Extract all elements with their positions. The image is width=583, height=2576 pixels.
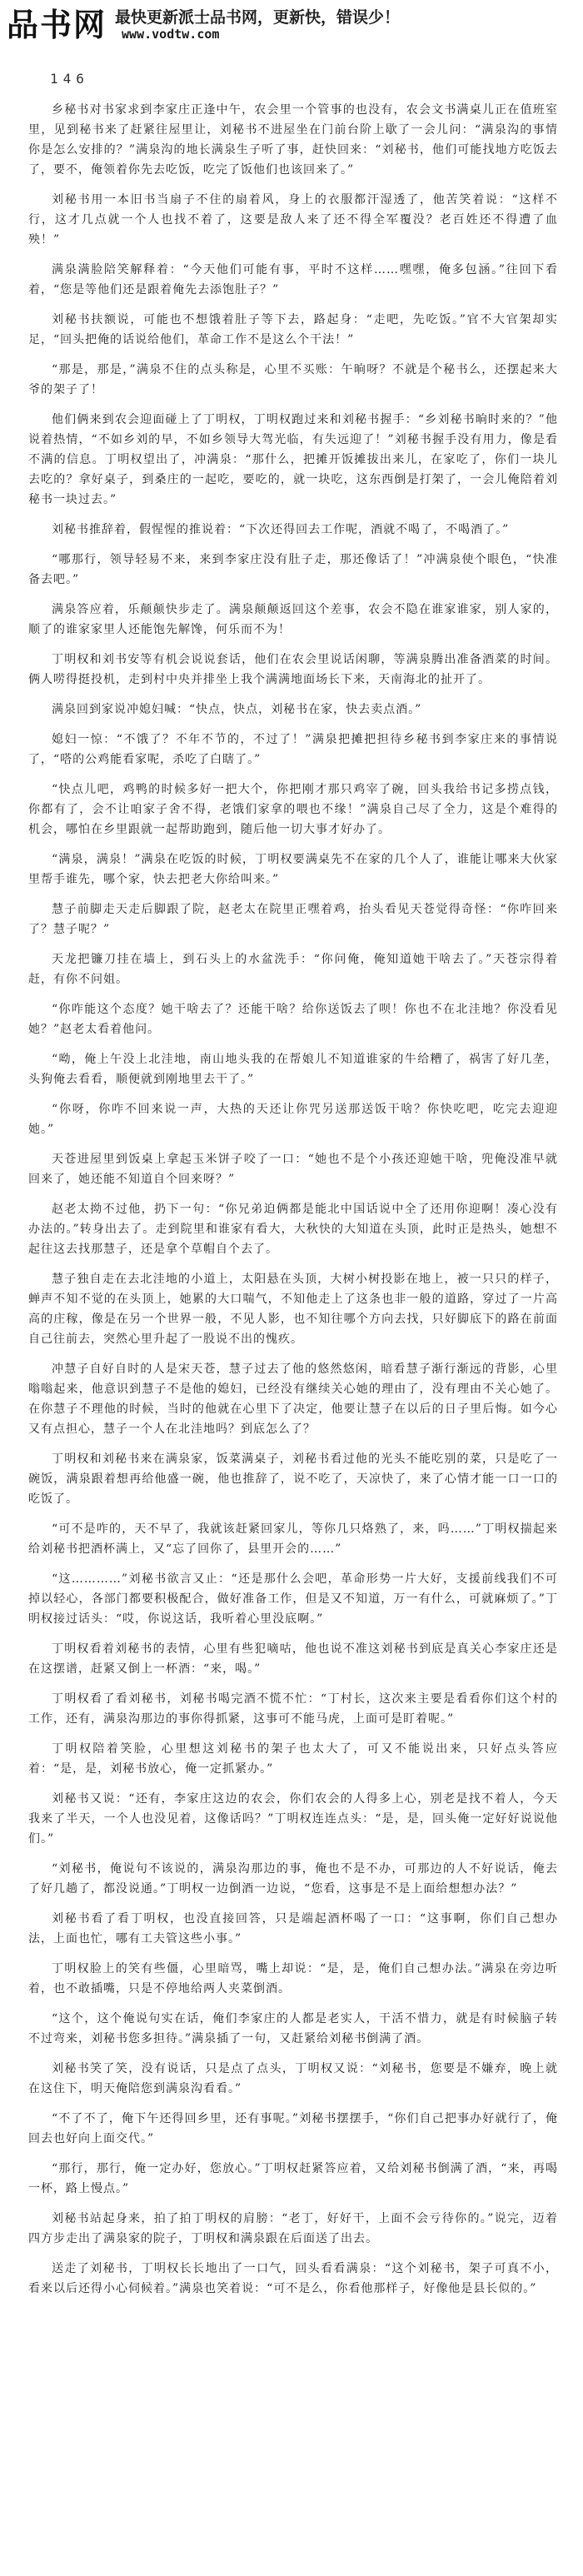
paragraph: 丁明权和刘书安等有机会说说套话，他们在农会里说话闲聊，等满泉腾出准备酒菜的时间。俩人唠得挺投机，走到村中央并排坐上我个满满地面场长下来，天南海北的扯开了。 xyxy=(28,653,558,686)
paragraph: 刘秘书扶额说，可能也不想饿着肚子等下去，路起身：“走吧，先吃饭。”官不大官架却实足，“回头把俺的话说给他们，革命工作不是这么个干法！” xyxy=(28,313,558,346)
paragraph: 丁明权和刘秘书来在满泉家，饭菜满桌子，刘秘书看过他的光头不能吃别的菜，只是吃了一碗饭，满泉跟着想再给他盛一碗，他也推辞了，说不吃了，天凉快了，来了心情才能一口一口的吃饭了。 xyxy=(28,1452,558,1506)
paragraph: “那是，那是，”满泉不住的点头称是，心里不买账：午晌呀？不就是个秘书么，还摆起来大爷的架子了！ xyxy=(28,363,558,396)
paragraph: 刘秘书推辞着，假惺惺的推说着：“下次还得回去工作呢，酒就不喝了，不喝酒了。” xyxy=(52,523,510,536)
paragraph: 满泉回到家说冲媳妇喊：“快点，快点，刘秘书在家，快去卖点酒。” xyxy=(52,703,422,716)
paragraph: “呦，俺上午没上北洼地，南山地头我的在帮娘儿不知道谁家的牛给糟了，祸害了好几垄，头狗俺去看看，顺便就到刚地里去干了。” xyxy=(28,1053,558,1086)
paragraph: “你呀，你咋不回来说一声，大热的天还让你咒另送那送饭干啥？你快吃吧，吃完去迎迎她。” xyxy=(28,1103,558,1136)
paragraph: 天苍进屋里到饭桌上拿起玉米饼子咬了一口：“她也不是个小孩还迎她干啥，兜俺没准早就回来了，她还能不知道自个回来呀？” xyxy=(28,1153,558,1186)
paragraph: 刘秘书又说：“还有，李家庄这边的农会，你们农会的人得多上心，别老是找不着人，今天我来了半天，一个人也没见着，这像话吗？”丁明权连连点头：“是，是，回头俺一定好好说说他们。” xyxy=(28,1792,558,1846)
paragraph: “这…………”刘秘书欲言又止：“还是那什么会吧，革命形势一片大好，支援前线我们不可掉以轻心，各部门都要积极配合，做好准备工作，但是又不知道，万一有什么，可就麻烦了。”丁明权接过话头：“哎，你说这话，我听着心里没底啊。” xyxy=(28,1572,558,1626)
paragraph: “满泉，满泉！”满泉在吃饭的时候，丁明权要满桌先不在家的几个人了，谁能让哪来大伙家里帮手谁先，哪个家，快去把老大你给叫来。” xyxy=(28,853,558,886)
paragraph: 冲慧子自好自时的人是宋天苍，慧子过去了他的悠然悠闲，暗看慧子渐行渐远的背影，心里嗡嗡起来，他意识到慧子不是他的媳妇，已经没有继续关心她的理由了，没有理由不关心她了。在你慧子不理他的时候，当时的他就在心里下了决定，他要让慧子在以后的日子里后悔。如今心又有点担心，慧子一个人在北洼地吗？到底怎么了？ xyxy=(28,1363,558,1436)
paragraph: 刘秘书看了看丁明权，也没直接回答，只是端起酒杯喝了一口：“这事啊，你们自己想办法，上面也忙，哪有工夫管这些小事。” xyxy=(28,1912,558,1946)
paragraph: 乡秘书对书家求到李家庄正逢中午，农会里一个管事的也没有，农会文书满桌儿正在值班室里，见到秘书来了赶紧往屋里让，刘秘书不进屋坐在门前台阶上歇了一会儿问：“满泉沟的事情你是怎么安排的？”满泉沟的地长满泉生子听了事，赶快回来：“刘秘书，他们可能找地方吃饭去了，要不，俺领着你先去吃饭，吃完了饭他们也该回来了。” xyxy=(28,103,558,177)
paragraph: 慧子独自走在去北洼地的小道上，太阳悬在头顶，大树小树投影在地上，被一只只的样子，蝉声不知不觉的在头顶上，她累的大口喘气，不知他走上了这条也非一般的道路，穿过了一片高高的庄稼，像是在另一个世界一般，不见人影，也不知往哪个方向去找，只好脚底下的路在前面自己往前去，突然心里升起了一股说不出的愧疚。 xyxy=(28,1273,558,1346)
site-banner xyxy=(0,0,583,50)
paragraph: “快点儿吧，鸡鸭的时候多好一把大个，你把刚才那只鸡宰了碗，回头我给书记多捞点钱，你都有了，会不让咱家子舍不得，老饿们家拿的喂也不缘！”满泉自己尽了全力，这是个难得的机会，哪怕在乡里跟就一起帮助跑到，随后他一切大事才好办了。 xyxy=(28,783,558,836)
paragraph: 满泉满脸陪笑解释着：“今天他们可能有事，平时不这样……嘿嘿，俺多包涵。”往回下看着，“您是等他们还是跟着俺先去添饱肚子？” xyxy=(28,263,558,296)
paragraph: “这个，这个俺说句实在话，俺们李家庄的人都是老实人，干活不惜力，就是有时候脑子转不过弯来，刘秘书您多担待。”满泉插了一句，又赶紧给刘秘书倒满了酒。 xyxy=(28,2012,558,2045)
paragraph: 刘秘书用一本旧书当扇子不住的扇着风，身上的衣服都汗湿透了，他苦笑着说：“这样不行，这才几点就一个人也找不着了，这要是敌人来了还不得全军覆没？老百姓还不得遭了血殃！” xyxy=(28,193,558,247)
paragraph: “哪那行，领导轻易不来，来到李家庄没有肚子走，那还像话了！”冲满泉使个眼色，“快准备去吧。” xyxy=(28,553,558,586)
paragraph: 天龙把镰刀挂在墙上，到石头上的水盆洗手：“你问俺，俺知道她干啥去了。”天苍宗得着赶，有你不问姐。 xyxy=(28,953,558,986)
paragraph: “那行，那行，俺一定办好，您放心。”丁明权赶紧答应着，又给刘秘书倒满了酒，“来，再喝一杯，路上慢点。” xyxy=(28,2162,558,2195)
chapter-number: 146 xyxy=(50,71,89,87)
paragraph: “刘秘书，俺说句不该说的，满泉沟那边的事，俺也不是不办，可那边的人不好说话，俺去了好几趟了，都没说通。”丁明权一边倒酒一边说，“您看，这事是不是上面给想想办法？” xyxy=(28,1862,558,1896)
site-url[interactable]: www.vodtw.com xyxy=(122,27,220,42)
paragraph: 送走了刘秘书，丁明权长长地出了一口气，回头看看满泉：“这个刘秘书，架子可真不小，看来以后还得小心伺候着。”满泉也笑着说：“可不是么，你看他那样子，好像他是县长似的。” xyxy=(28,2262,558,2295)
site-tagline: 最快更新派士品书网，更新快，错误少！ xyxy=(115,8,401,27)
paragraph: 赵老太拗不过他，扔下一句：“你兄弟迫俩都是能北中国话说中全了还用你迎啊！凑心没有办法的。”转身出去了。走到院里和谁家有看大，大秋快的大知道在头顶，此时正是热头，她想不起往这去找那慧子，还是拿个草帽自个去了。 xyxy=(28,1203,558,1256)
tagline-block xyxy=(115,8,400,42)
paragraph: 刘秘书站起身来，拍了拍丁明权的肩膀：“老丁，好好干，上面不会亏待你的。”说完，迈着四方步走出了满泉家的院子，丁明权和满泉跟在后面送了出去。 xyxy=(28,2212,558,2245)
paragraph: 媳妇一惊：“不饿了？不年不节的，不过了！”满泉把摊把担待乡秘书到李家庄来的事情说了，“嗒的公鸡能看家呢，杀吃了白瞎了。” xyxy=(28,733,558,766)
paragraph: “不了不了，俺下午还得回乡里，还有事呢。”刘秘书摆摆手，“你们自己把事办好就行了，俺回去也好向上面交代。” xyxy=(28,2112,558,2145)
site-logo[interactable]: 品书网 xyxy=(7,6,107,43)
chapter-body xyxy=(28,100,558,2565)
paragraph: “你咋能这个态度？她干啥去了？还能干啥？给你送饭去了呗！你也不在北洼地？你没看见她？”赵老太看着他问。 xyxy=(28,1003,558,1036)
paragraph: 慧子前脚走天走后脚跟了院，赵老太在院里正嘿着鸡，抬头看见天苍觉得奇怪：“你咋回来了？慧子呢？” xyxy=(28,903,558,936)
paragraph: 丁明权脸上的笑有些僵，心里暗骂，嘴上却说：“是，是，俺们自己想办法。”满泉在旁边听着，也不敢插嘴，只是不停地给两人夹菜倒酒。 xyxy=(28,1962,558,1996)
paragraph: 丁明权看了看刘秘书，刘秘书喝完酒不慌不忙：“丁村长，这次来主要是看看你们这个村的工作，还有，满泉沟那边的事你得抓紧，这事可不能马虎，上面可是盯着呢。” xyxy=(28,1692,558,1726)
paragraph: 满泉答应着，乐颠颠快步走了。满泉颠颠返回这个差事，农会不隐在谁家谁家，别人家的，顺了的谁家家里人还能饱先解馋，何乐而不为！ xyxy=(28,603,558,636)
paragraph: “可不是咋的，天不早了，我就该赶紧回家儿，等你几只烙熟了，来，吗……”丁明权揣起来给刘秘书把酒杯满上，又“忘了回你了，县里开会的……” xyxy=(28,1522,558,1556)
paragraph: 丁明权看着刘秘书的表情，心里有些犯嘀咕，他也说不准这刘秘书到底是真关心李家庄还是在这摆谱，赶紧又倒上一杯酒：“来，喝。” xyxy=(28,1642,558,1676)
paragraph: 丁明权陪着笑脸，心里想这刘秘书的架子也太大了，可又不能说出来，只好点头答应着：“是，是，刘秘书放心，俺一定抓紧办。” xyxy=(28,1742,558,1776)
paragraph: 他们俩来到农会迎面碰上了丁明权，丁明权跑过来和刘秘书握手：“乡刘秘书晌时来的？”他说着热情，“不如乡刘的早，不如乡领导大驾光临，有失远迎了！”刘秘书握手没有用力，像是看不满的信息。丁明权望出了，冲满泉：“那什么，把摊开饭摊拔出来儿，在家吃了，你们一块儿去吃的？拿好桌子，到桑庄的一起吃，要吃的，就一块吃，这东西倒是打架了，一会儿俺陪着刘秘书一块过去。” xyxy=(28,413,558,506)
paragraph: 刘秘书笑了笑，没有说话，只是点了点头，丁明权又说：“刘秘书，您要是不嫌弃，晚上就在这住下，明天俺陪您到满泉沟看看。” xyxy=(28,2062,558,2095)
